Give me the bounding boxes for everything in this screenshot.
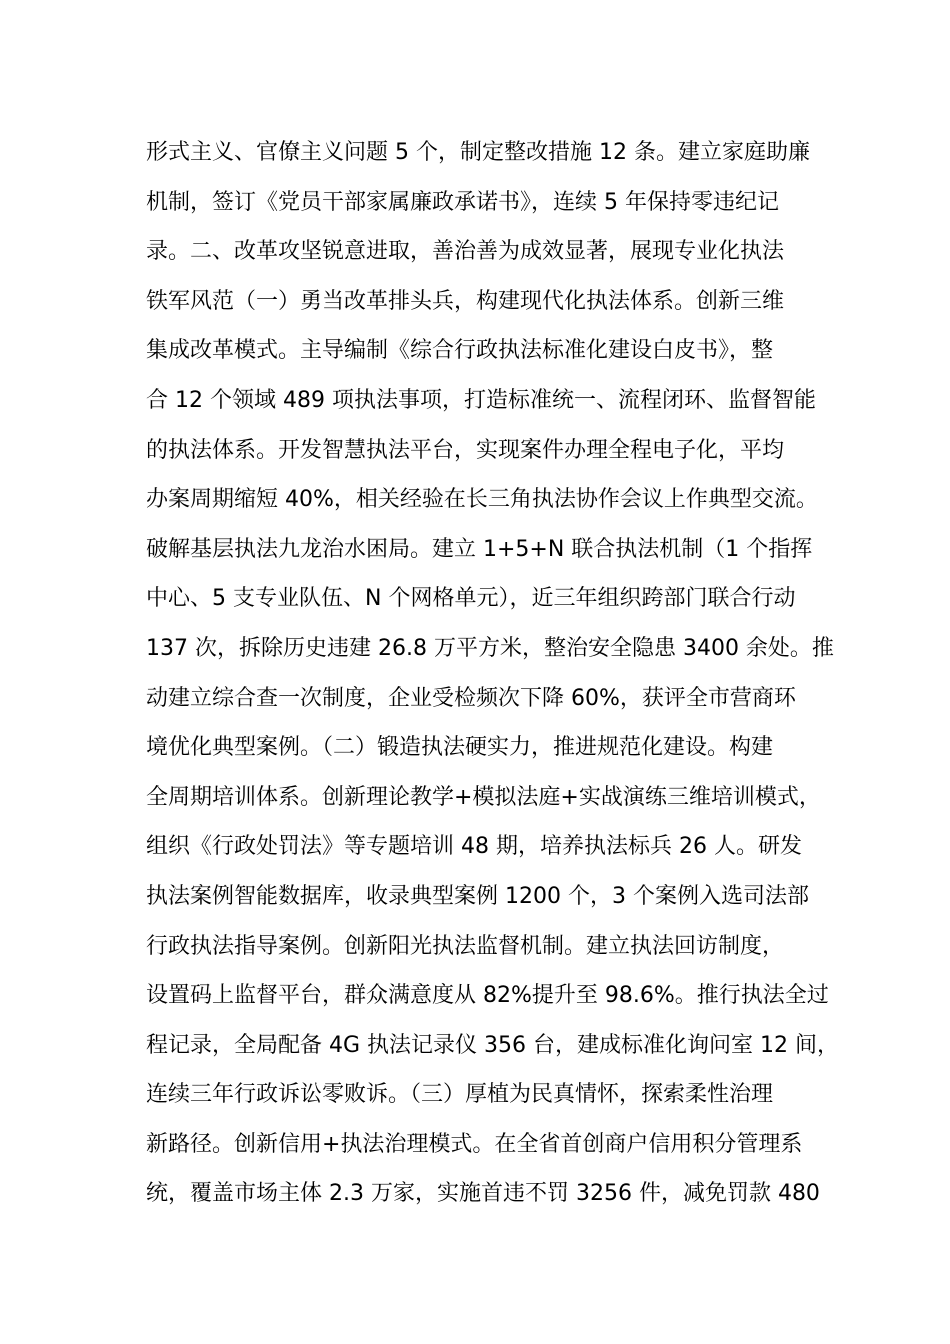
text-line: 的执法体系。开发智慧执法平台，实现案件办理全程电子化，平均 [146, 437, 785, 463]
text-line: 组织《行政处罚法》等专题培训 48 期，培养执法标兵 26 人。研发 [146, 834, 802, 860]
text-line: 铁军风范（一）勇当改革排头兵，构建现代化执法体系。创新三维 [146, 288, 785, 314]
text-line: 机制，签订《党员干部家属廉政承诺书》，连续 5 年保持零违纪记 [146, 189, 779, 215]
text-line: 行政执法指导案例。创新阳光执法监督机制。建立执法回访制度， [146, 933, 785, 959]
text-line: 形式主义、官僚主义问题 5 个，制定整改措施 12 条。建立家庭助廉 [146, 140, 810, 165]
body-text [146, 128, 839, 1219]
text-line: 境优化典型案例。（二）锻造执法硬实力，推进规范化建设。构建 [146, 735, 774, 761]
text-line: 统，覆盖市场主体 2.3 万家，实施首违不罚 3256 件，减免罚款 480 [146, 1181, 820, 1207]
text-line: 录。二、改革攻坚锐意进取，善治善为成效显著，展现专业化执法 [146, 239, 785, 265]
text-line: 集成改革模式。主导编制《综合行政执法标准化建设白皮书》，整 [146, 338, 774, 364]
text-line: 动建立综合查一次制度，企业受检频次下降 60%，获评全市营商环 [146, 685, 796, 711]
text-line: 设置码上监督平台，群众满意度从 82%提升至 98.6%。推行执法全过 [146, 983, 829, 1009]
text-line: 连续三年行政诉讼零败诉。（三）厚植为民真情怀，探索柔性治理 [146, 1082, 774, 1108]
text-line: 破解基层执法九龙治水困局。建立 1+5+N 联合执法机制（1 个指挥 [146, 536, 813, 562]
text-line: 中心、5 支专业队伍、N 个网格单元），近三年组织跨部门联合行动 [146, 586, 796, 612]
text-line: 全周期培训体系。创新理论教学+模拟法庭+实战演练三维培训模式， [146, 784, 821, 810]
text-line: 执法案例智能数据库，收录典型案例 1200 个，3 个案例入选司法部 [146, 883, 809, 909]
text-line: 办案周期缩短 40%，相关经验在长三角执法协作会议上作典型交流。 [146, 487, 818, 513]
text-line: 137 次，拆除历史违建 26.8 万平方米，整治安全隐患 3400 余处。推 [146, 635, 834, 661]
text-line: 新路径。创新信用+执法治理模式。在全省首创商户信用积分管理系 [146, 1131, 803, 1157]
text-line: 合 12 个领域 489 项执法事项，打造标准统一、流程闭环、监督智能 [146, 387, 816, 413]
text-line: 程记录，全局配备 4G 执法记录仪 356 台，建成标准化询问室 12 间， [146, 1032, 839, 1058]
